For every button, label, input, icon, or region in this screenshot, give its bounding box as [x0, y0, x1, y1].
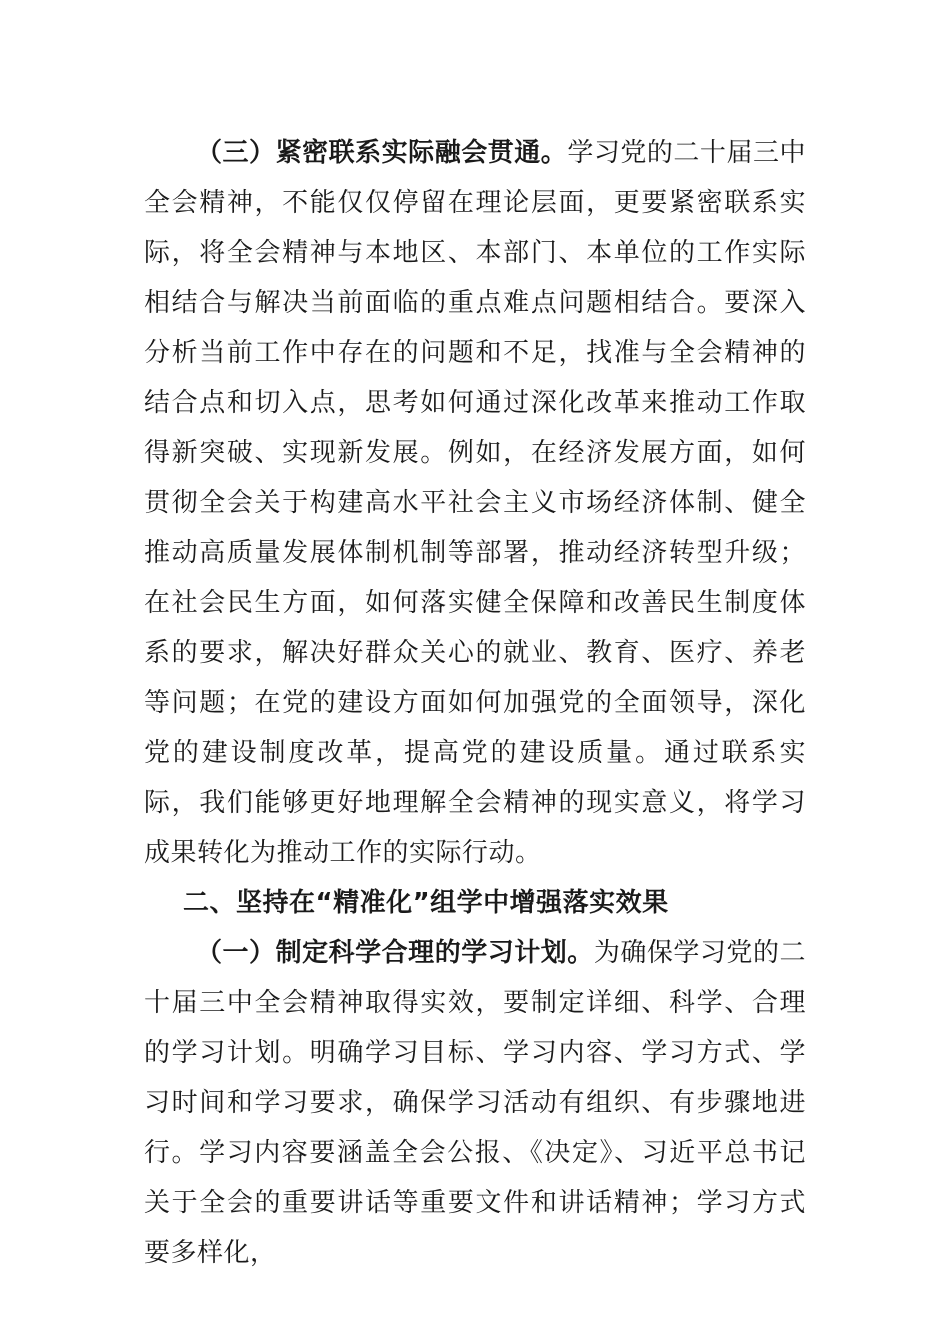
paragraph-text: 为确保学习党的二十届三中全会精神取得实效，要制定详细、科学、合理的学习计划。明确学习目标、学习内容、学习方式、学习时间和学习要求，确保学习活动有组织、有步骤地进行。学习内容要涵盖全会公报、《决定》、习近平总书记关于全会的重要讲话等重要文件和讲话精神；学习方式要多样化， [144, 938, 806, 1268]
document-body [144, 128, 806, 1278]
section-heading: 二、坚持在“精准化”组学中增强落实效果 [183, 888, 669, 918]
paragraph-study-plan [144, 928, 806, 1278]
paragraph-lead-heading: （一）制定科学合理的学习计划。 [196, 938, 594, 968]
paragraph-practical-integration [144, 128, 806, 878]
paragraph-text: 学习党的二十届三中全会精神，不能仅仅停留在理论层面，更要紧密联系实际，将全会精神与本地区、本部门、本单位的工作实际相结合与解决当前面临的重点难点问题相结合。要深入分析当前工作中存在的问题和不足，找准与全会精神的结合点和切入点，思考如何通过深化改革来推动工作取得新突破、实现新发展。例如，在经济发展方面，如何贯彻全会关于构建高水平社会主义市场经济体制、健全推动高质量发展体制机制等部署，推动经济转型升级；在社会民生方面，如何落实健全保障和改善民生制度体系的要求，解决好群众关心的就业、教育、医疗、养老等问题；在党的建设方面如何加强党的全面领导，深化党的建设制度改革，提高党的建设质量。通过联系实际，我们能够更好地理解全会精神的现实意义，将学习成果转化为推动工作的实际行动。 [144, 138, 806, 868]
paragraph-lead-heading: （三）紧密联系实际融会贯通。 [196, 138, 568, 168]
